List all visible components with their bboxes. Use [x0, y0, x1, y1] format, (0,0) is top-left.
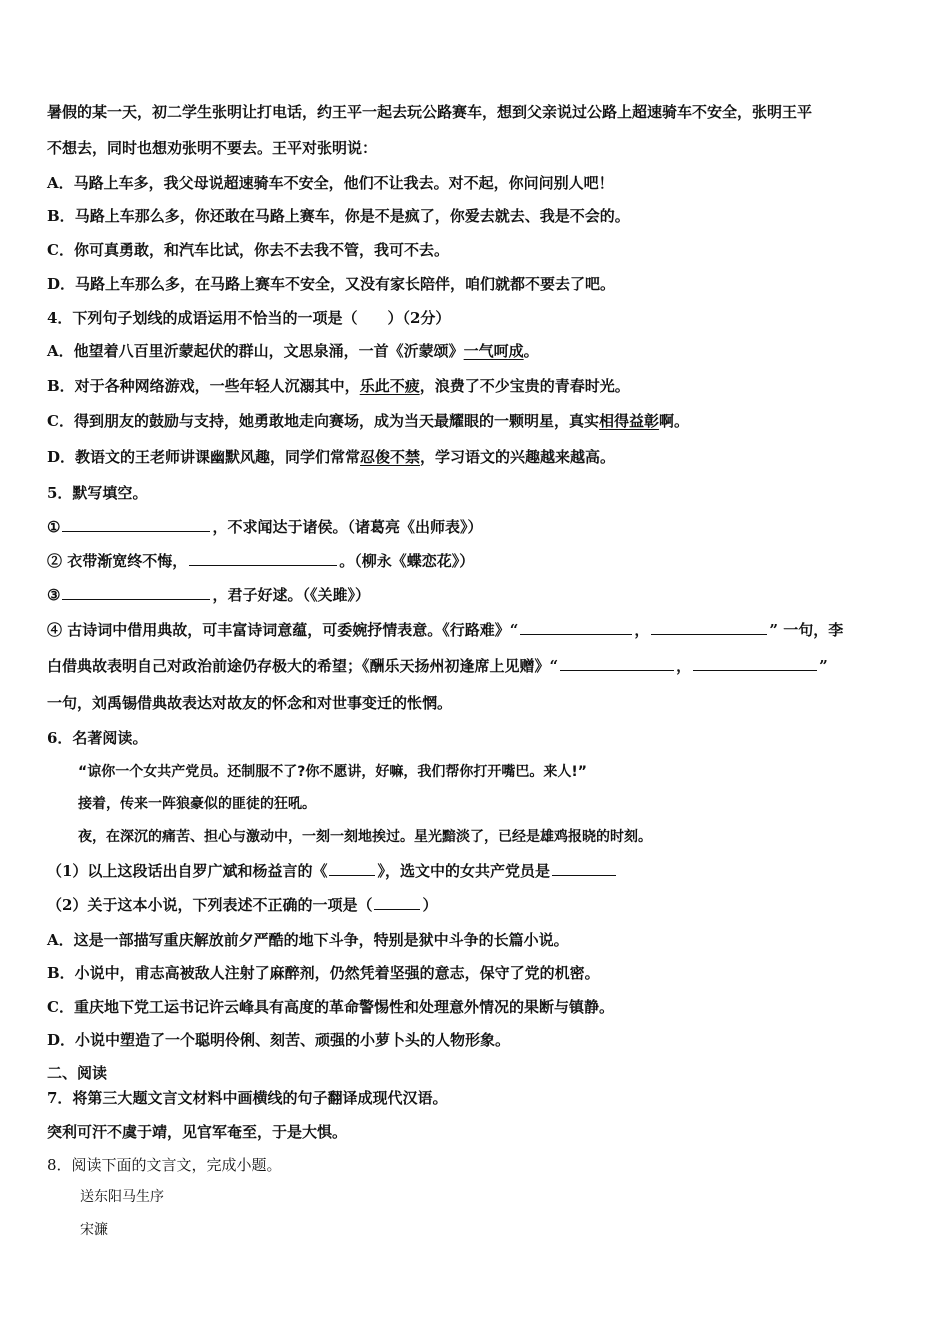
- q4-d-idiom: 忍俊不禁: [360, 448, 421, 466]
- q3-stem-line-1: 暑假的某一天，初二学生张明让打电话，约王平一起去玩公路赛车，想到父亲说过公路上超速骑车不安全，张明王平: [47, 103, 813, 121]
- q3-option-b: B．马路上车那么多，你还敢在马路上赛车，你是不是疯了，你爱去就去、我是不会的。: [47, 207, 630, 225]
- fill-blank[interactable]: [189, 551, 337, 566]
- fill-blank[interactable]: [329, 861, 375, 876]
- fill-blank[interactable]: [520, 620, 632, 635]
- q7-sentence: 突利可汗不虞于靖，见官军奄至，于是大惧。: [47, 1123, 348, 1141]
- q5-line-4: ④ 古诗词中借用典故，可丰富诗词意蕴，可委婉抒情表意。《行路难》“ ， ” 一句，李: [47, 621, 844, 639]
- q5-stem: 5．默写填空。: [47, 484, 148, 502]
- q4-stem: 4．下列句子划线的成语运用不恰当的一项是（ ）（2分）: [47, 309, 451, 327]
- q8-stem: 8．阅读下面的文言文，完成小题。: [47, 1156, 282, 1174]
- q3-option-c: C．你可真勇敢，和汽车比试，你去不去我不管，我可不去。: [47, 241, 449, 259]
- q6-quote-3: 夜，在深沉的痛苦、担心与激动中，一刻一刻地挨过。星光黯淡了，已经是雄鸡报晓的时刻。: [78, 829, 652, 845]
- q3-option-a: A．马路上车多，我父母说超速骑车不安全，他们不让我去。对不起，你问问别人吧！: [47, 174, 614, 192]
- q4-option-a: A．他望着八百里沂蒙起伏的群山，文思泉涌，一首《沂蒙颂》一气呵成。: [47, 342, 539, 360]
- q3-option-d: D．马路上车那么多，在马路上赛车不安全，又没有家长陪伴，咱们就都不要去了吧。: [47, 275, 616, 293]
- fill-blank[interactable]: [651, 620, 767, 635]
- fill-blank[interactable]: [62, 585, 210, 600]
- fill-blank[interactable]: [374, 895, 420, 910]
- q6-option-c: C．重庆地下党工运书记许云峰具有高度的革命警惕性和处理意外情况的果断与镇静。: [47, 998, 614, 1016]
- fill-blank[interactable]: [693, 656, 817, 671]
- q6-quote-1: “谅你一个女共产党员。还制服不了?你不愿讲，好嘛，我们帮你打开嘴巴。来人!”: [78, 764, 587, 780]
- q4-option-d: D．教语文的王老师讲课幽默风趣，同学们常常忍俊不禁，学习语文的兴趣越来越高。: [47, 448, 616, 466]
- q6-option-d: D．小说中塑造了一个聪明伶俐、刻苦、顽强的小萝卜头的人物形象。: [47, 1031, 511, 1049]
- q3-stem-line-2: 不想去，同时也想劝张明不要去。王平对张明说：: [47, 139, 378, 157]
- q6-sub-2: （2）关于这本小说，下列表述不正确的一项是（ ）: [47, 896, 438, 914]
- fill-blank[interactable]: [552, 861, 616, 876]
- q4-a-idiom: 一气呵成: [463, 342, 524, 360]
- q5-line-2: ② 衣带渐宽终不悔， 。（柳永《蝶恋花》）: [47, 552, 475, 570]
- fill-blank[interactable]: [560, 656, 674, 671]
- fill-blank[interactable]: [62, 517, 210, 532]
- q4-option-b: B．对于各种网络游戏，一些年轻人沉溺其中，乐此不疲，浪费了不少宝贵的青春时光。: [47, 377, 630, 395]
- q6-option-a: A．这是一部描写重庆解放前夕严酷的地下斗争，特别是狱中斗争的长篇小说。: [47, 931, 569, 949]
- section-2-heading: 二、阅读: [47, 1064, 108, 1082]
- q6-stem: 6．名著阅读。: [47, 729, 148, 747]
- q5-line-5: 白借典故表明自己对政治前途仍存极大的希望；《酬乐天扬州初逢席上见赠》“ ， ”: [47, 657, 828, 675]
- q4-c-idiom: 相得益彰: [598, 412, 659, 430]
- q5-line-6: 一句，刘禹锡借典故表达对故友的怀念和对世事变迁的怅惘。: [47, 694, 453, 712]
- q6-sub-1: （1）以上这段话出自罗广斌和杨益言的《 》，选文中的女共产党员是: [47, 860, 618, 882]
- passage-title: 送东阳马生序: [80, 1189, 164, 1205]
- q7-stem: 7．将第三大题文言文材料中画横线的句子翻译成现代汉语。: [47, 1089, 448, 1107]
- q6-option-b: B．小说中，甫志高被敌人注射了麻醉剂，仍然凭着坚强的意志，保守了党的机密。: [47, 964, 600, 982]
- q6-quote-2: 接着，传来一阵狼豪似的匪徒的狂吼。: [78, 796, 316, 812]
- q4-b-idiom: 乐此不疲: [359, 377, 420, 395]
- q5-line-3: ③ ，君子好逑。（《关雎》）: [47, 586, 370, 604]
- passage-author: 宋濂: [80, 1222, 108, 1238]
- q4-option-c: C．得到朋友的鼓励与支持，她勇敢地走向赛场，成为当天最耀眼的一颗明星，真实相得益彰啊。: [47, 412, 689, 430]
- q5-line-1: ① ，不求闻达于诸侯。（诸葛亮《出师表》）: [47, 518, 483, 536]
